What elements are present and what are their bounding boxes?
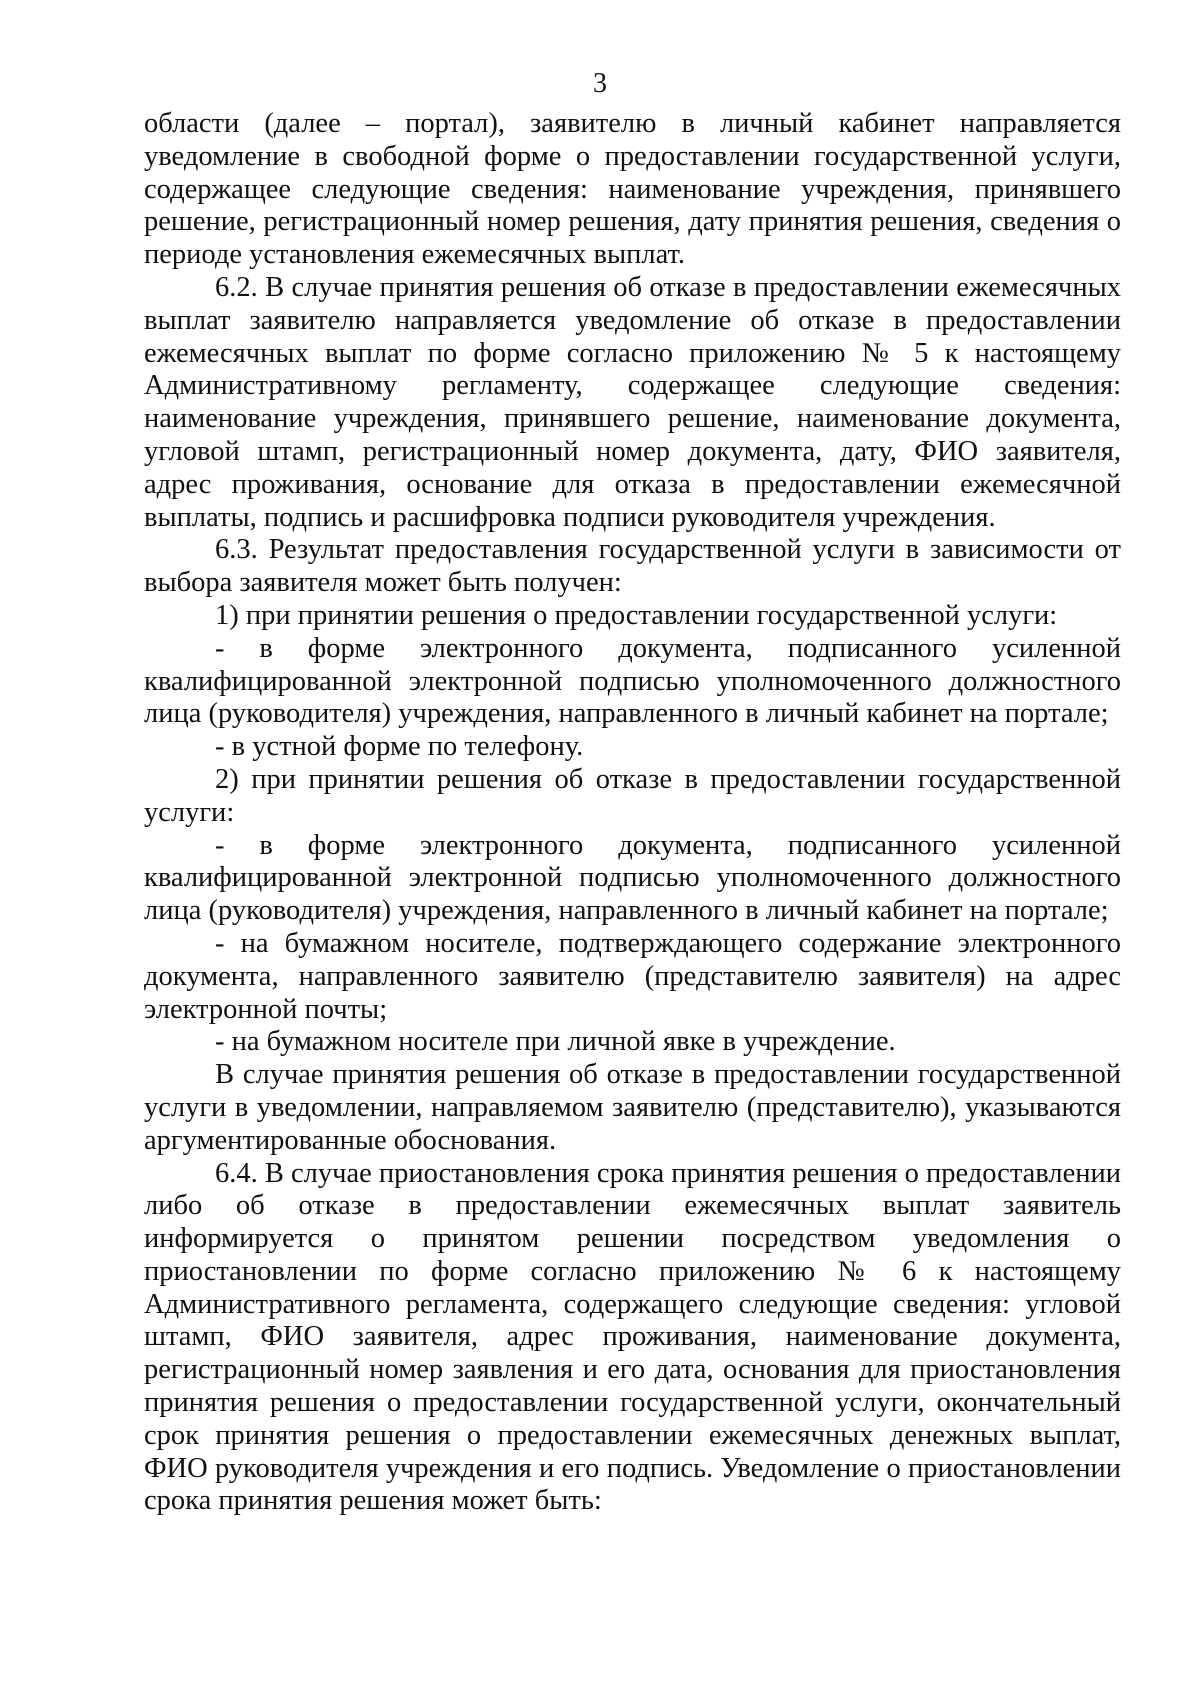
document-body	[144, 108, 1121, 1518]
paragraph-refusal-notice: В случае принятия решения об отказе в предоставлении государственной услуги в уведомлении, направляемом заявителю (представителю), указываются аргументированные обоснования.	[144, 1059, 1121, 1156]
list-subitem-electronic-2: - в форме электронного документа, подписанного усиленной квалифицированной электронной подписью уполномоченного должностного лица (руководителя) учреждения, направленного в личный кабинет на портале;	[144, 829, 1121, 927]
paragraph-6-4: 6.4. В случае приостановления срока принятия решения о предоставлении либо об отказе в предоставлении ежемесячных выплат заявитель информируется о принятом решении посредством уведомления о приостановлении по форме согласно приложению № 6 к настоящему Административного регламента, содержащего следующие сведения: угловой штамп, ФИО заявителя, адрес проживания, наименование документа, регистрационный номер заявления и его дата, основания для приостановления принятия решения о предоставлении государственной услуги, окончательный срок принятия решения о предоставлении ежемесячных денежных выплат, ФИО руководителя учреждения и его подпись. Уведомление о приостановлении срока принятия решения может быть:	[144, 1157, 1121, 1517]
paragraph-6-2: 6.2. В случае принятия решения об отказе в предоставлении ежемесячных выплат заявителю направляется уведомление об отказе в предоставлении ежемесячных выплат по форме согласно приложению № 5 к настоящему Административному регламенту, содержащее следующие сведения: наименование учреждения, принявшего решение, наименование документа, угловой штамп, регистрационный номер документа, дату, ФИО заявителя, адрес проживания, основание для отказа в предоставлении ежемесячной выплаты, подпись и расшифровка подписи руководителя учреждения.	[144, 271, 1121, 533]
list-subitem-paper-personal: - на бумажном носителе при личной явке в учреждение.	[215, 1026, 896, 1058]
list-subitem-paper-email: - на бумажном носителе, подтверждающего содержание электронного документа, направленного заявителю (представителю заявителя) на адрес электронной почты;	[144, 927, 1121, 1025]
paragraph-1: области (далее – портал), заявителю в личный кабинет направляется уведомление в свободной форме о предоставлении государственной услуги, содержащее следующие сведения: наименование учреждения, принявшего решение, регистрационный номер решения, дату принятия решения, сведения о периоде установления ежемесячных выплат.	[144, 108, 1121, 271]
page-number: 3	[593, 68, 607, 99]
list-subitem-phone: - в устной форме по телефону.	[215, 731, 584, 763]
list-item-1: 1) при принятии решения о предоставлении государственной услуги:	[215, 599, 1058, 631]
list-subitem-electronic-1: - в форме электронного документа, подписанного усиленной квалифицированной электронной подписью уполномоченного должностного лица (руководителя) учреждения, направленного в личный кабинет на портале;	[144, 632, 1121, 730]
list-item-2: 2) при принятии решения об отказе в предоставлении государственной услуги:	[144, 763, 1121, 828]
paragraph-6-3: 6.3. Результат предоставления государственной услуги в зависимости от выбора заявителя может быть получен:	[144, 534, 1121, 599]
